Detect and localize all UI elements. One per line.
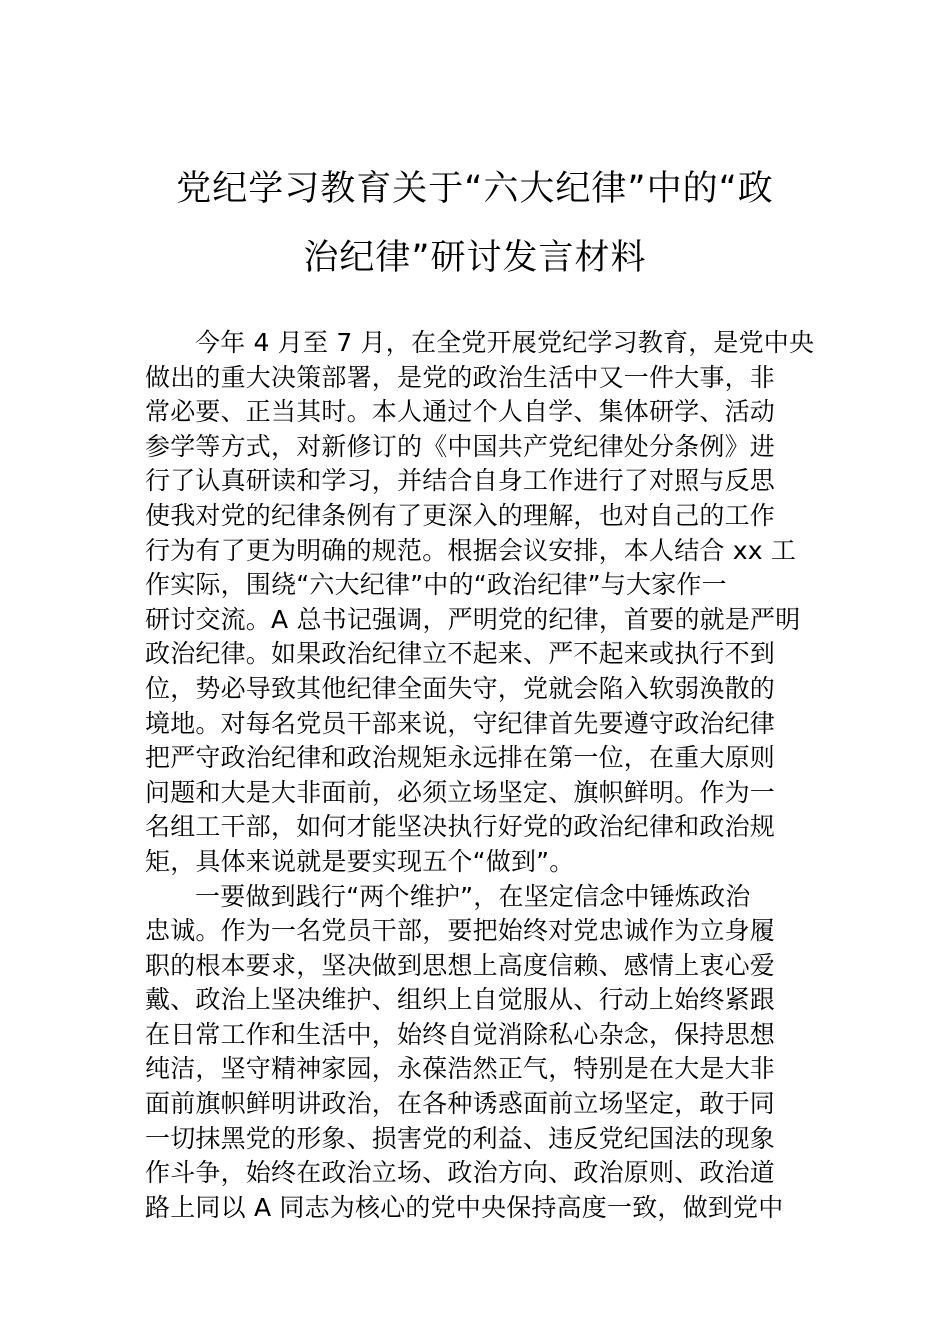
paragraph-line: 纯洁，坚守精神家园，永葆浩然正气，特别是在大是大非 [145,1054,776,1084]
paragraph-line: 面前旗帜鲜明讲政治，在各种诱惑面前立场坚定，敢于同 [145,1089,776,1119]
document-title-line-2: 治纪律”研讨发言材料 [303,238,647,278]
paragraph-line: 今年 4 月至 7 月，在全党开展党纪学习教育，是党中央 [195,328,815,357]
paragraph-line: 常必要、正当其时。本人通过个人自学、集体研学、活动 [145,397,776,427]
paragraph-line: 使我对党的纪律条例有了更深入的理解，也对自己的工作 [145,500,776,530]
paragraph-line: 境地。对每名党员干部来说，守纪律首先要遵守政治纪律 [145,708,776,738]
paragraph-line: 忠诚。作为一名党员干部，要把始终对党忠诚作为立身履 [145,916,776,946]
paragraph-line: 问题和大是大非面前，必须立场坚定、旗帜鲜明。作为一 [145,777,776,807]
paragraph-line: 作斗争，始终在政治立场、政治方向、政治原则、政治道 [145,1158,776,1188]
paragraph-line: 作实际，围绕“六大纪律”中的“政治纪律”与大家作一 [145,570,727,600]
paragraph-line: 参学等方式，对新修订的《中国共产党纪律处分条例》进 [145,431,776,461]
paragraph-line: 名组工干部，如何才能坚决执行好党的政治纪律和政治规 [145,812,776,842]
paragraph-line: 行为有了更为明确的规范。根据会议安排，本人结合 xx 工 [145,535,797,565]
paragraph-line: 位，势必导致其他纪律全面失守，党就会陷入软弱涣散的 [145,673,776,703]
paragraph-line: 职的根本要求，坚决做到思想上高度信赖、感情上衷心爱 [145,950,776,980]
paragraph-line: 政治纪律。如果政治纪律立不起来、严不起来或执行不到 [145,639,776,669]
document-title-line-1: 党纪学习教育关于“六大纪律”中的“政 [176,169,774,209]
paragraph-line: 行了认真研读和学习，并结合自身工作进行了对照与反思 [145,466,776,496]
paragraph-line: 路上同以 A 同志为核心的党中央保持高度一致，做到党中 [145,1192,784,1222]
paragraph-line: 把严守政治纪律和政治规矩永远排在第一位，在重大原则 [145,743,776,773]
paragraph-line: 戴、政治上坚决维护、组织上自觉服从、行动上始终紧跟 [145,985,776,1015]
paragraph-line: 研讨交流。A 总书记强调，严明党的纪律，首要的就是严明 [145,604,801,634]
paragraph-line: 一切抹黑党的形象、损害党的利益、违反党纪国法的现象 [145,1123,776,1153]
paragraph-line: 一要做到践行“两个维护”，在坚定信念中锤炼政治 [195,881,751,911]
paragraph-line: 在日常工作和生活中，始终自觉消除私心杂念，保持思想 [145,1019,776,1049]
paragraph-line: 做出的重大决策部署，是党的政治生活中又一件大事，非 [145,362,776,392]
document-body [145,326,815,1225]
paragraph-line: 矩，具体来说就是要实现五个“做到”。 [145,846,575,876]
